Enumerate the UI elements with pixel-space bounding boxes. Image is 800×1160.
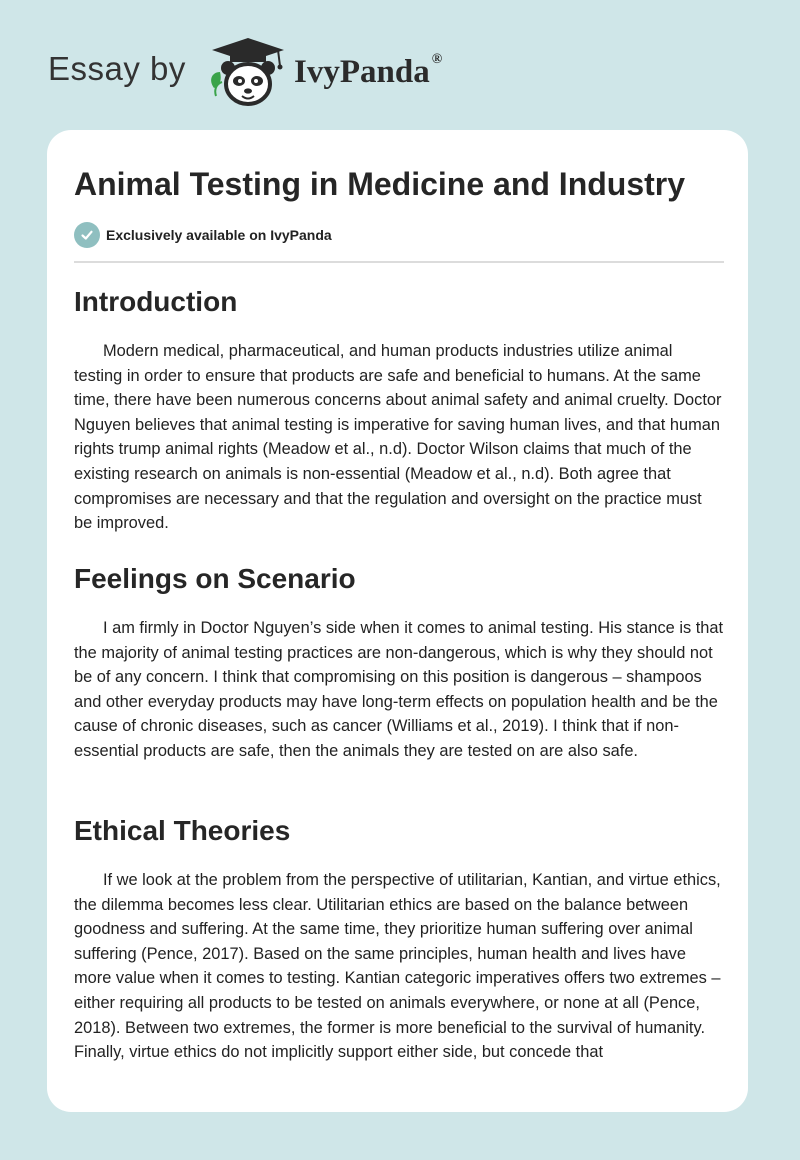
- check-circle-icon: [74, 222, 100, 248]
- section-paragraph: If we look at the problem from the perspective of utilitarian, Kantian, and virtue ethics, the dilemma becomes less clear. Utilitarian ethics are based on the balance between goodness and suffering. At the same time, they prioritize human suffering over animal suffering (Pence, 2017). Based on the same principles, human health and lives have more value when it comes to testing. Kantian categoric imperatives offers two extremes – either requiring all products to be tested on animals everywhere, or none at all (Pence, 2018). Between two extremes, the former is more beneficial to the survival of humanity. Finally, virtue ethics do not implicitly support either side, but concede that: [74, 871, 721, 1062]
- essay-by-label: Essay by: [48, 50, 186, 87]
- brand-logo-text[interactable]: IvyPanda ®: [294, 52, 443, 90]
- section-paragraph: Modern medical, pharmaceutical, and human products industries utilize animal testing in order to ensure that products are safe and beneficial to humans. At the same time, there have been numerous concerns about animal safety and animal cruelty. Doctor Nguyen believes that animal testing is imperative for saving human lives, and that human rights trump animal rights (Meadow et al., n.d). Doctor Wilson claims that much of the existing research on animals is non-essential (Meadow et al., n.d). Both agree that compromises are necessary and that the regulation and oversight on the practice must be improved.: [74, 342, 722, 533]
- page-title: Animal Testing in Medicine and Industry: [74, 166, 686, 202]
- exclusive-badge: [74, 222, 332, 248]
- exclusive-badge-text: Exclusively available on IvyPanda: [106, 227, 332, 243]
- section-ethical-theories: [74, 813, 724, 1065]
- title-divider: [74, 261, 724, 263]
- section-heading: Introduction: [74, 286, 238, 317]
- section-heading: Feelings on Scenario: [74, 563, 356, 594]
- section-feelings-on-scenario: [74, 561, 724, 764]
- section-introduction: [74, 284, 724, 536]
- site-header: [48, 36, 508, 110]
- section-paragraph: I am firmly in Doctor Nguyen’s side when it comes to animal testing. His stance is that the majority of animal testing practices are non-dangerous, which is why they should not be of any concern. I think that compromising on this position is dangerous – shampoos and other everyday products may have long-term effects on population health and be the cause of chronic diseases, such as cancer (Williams et al., 2019). I think that if non-essential products are safe, then the animals they are tested on are also safe.: [74, 619, 724, 760]
- section-heading: Ethical Theories: [74, 815, 291, 846]
- panda-graduate-icon[interactable]: [204, 36, 286, 108]
- essay-card: [47, 130, 748, 1112]
